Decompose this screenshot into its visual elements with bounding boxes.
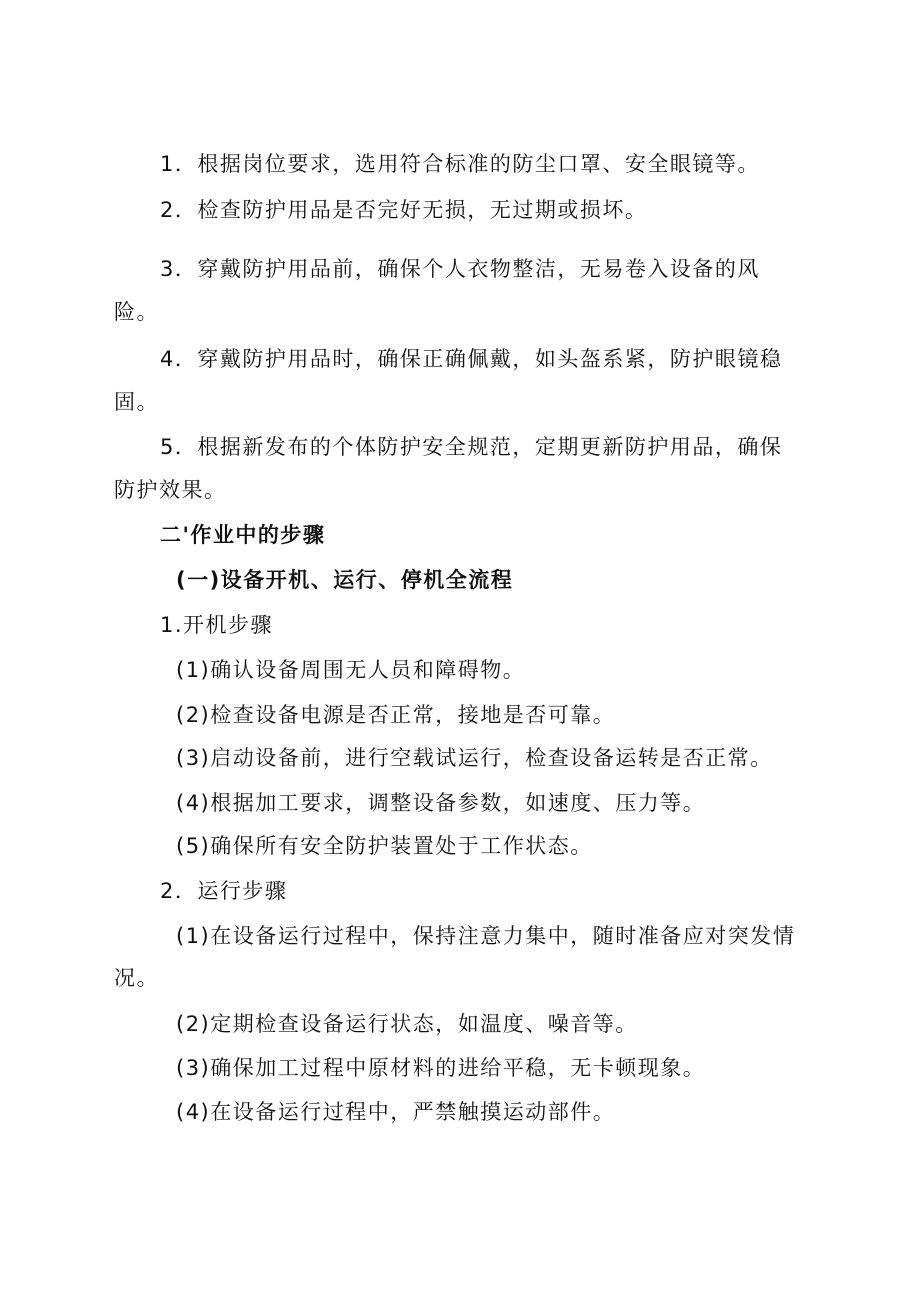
- section-subheading: (一)设备开机、运行、停机全流程: [176, 568, 514, 592]
- prep-item-3-line-1: 3．穿戴防护用品前，确保个人衣物整洁，无易卷入设备的风: [160, 257, 760, 281]
- running-step-3: (3)确保加工过程中原材料的进给平稳，无卡顿现象。: [176, 1056, 706, 1080]
- running-step-1-line-2: 况。: [114, 966, 159, 990]
- prep-item-3-line-2: 险。: [114, 300, 159, 324]
- prep-item-1: 1．根据岗位要求，选用符合标准的防尘口罩、安全眼镜等。: [160, 152, 760, 176]
- running-title: 2．运行步骤: [160, 879, 288, 903]
- prep-item-5-line-1: 5．根据新发布的个体防护安全规范，定期更新防护用品，确保: [160, 435, 783, 459]
- section-heading: 二'作业中的步骤: [160, 523, 326, 547]
- prep-item-5-line-2: 防护效果。: [114, 478, 227, 502]
- running-step-4: (4)在设备运行过程中，严禁触摸运动部件。: [176, 1100, 616, 1124]
- startup-title: 1.开机步骤: [160, 613, 274, 637]
- running-step-1-line-1: (1)在设备运行过程中，保持注意力集中，随时准备应对突发情: [176, 924, 796, 948]
- running-step-2: (2)定期检查设备运行状态，如温度、噪音等。: [176, 1012, 638, 1036]
- startup-step-2: (2)检查设备电源是否正常，接地是否可靠。: [176, 703, 616, 727]
- prep-item-2: 2．检查防护用品是否完好无损，无过期或损坏。: [160, 198, 648, 222]
- startup-step-3: (3)启动设备前，进行空载试运行，检查设备运转是否正常。: [176, 746, 773, 770]
- startup-step-5: (5)确保所有安全防护装置处于工作状态。: [176, 834, 593, 858]
- prep-item-4-line-1: 4．穿戴防护用品时，确保正确佩戴，如头盔系紧，防护眼镜稳: [160, 347, 783, 371]
- startup-step-1: (1)确认设备周围无人员和障碍物。: [176, 658, 526, 682]
- prep-item-4-line-2: 固。: [114, 390, 159, 414]
- startup-step-4: (4)根据加工要求，调整设备参数，如速度、压力等。: [176, 791, 706, 815]
